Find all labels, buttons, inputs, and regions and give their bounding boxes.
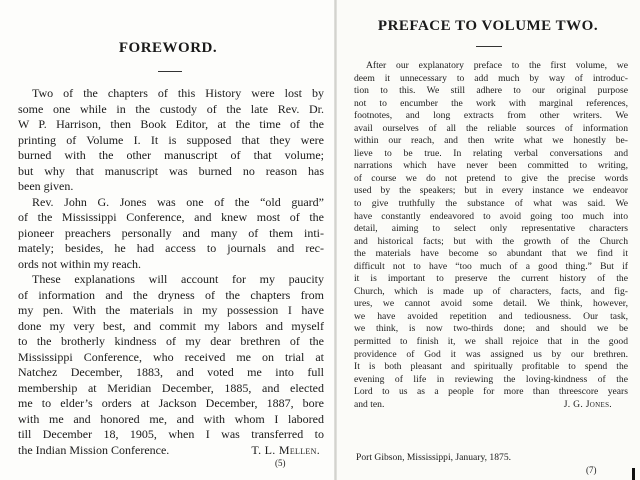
foreword-line: with me and honored me, and with whom I labored: [18, 411, 324, 426]
preface-line: we have avoided repetition and tediousness. Our task,: [354, 310, 628, 322]
foreword-line: me to elder’s orders at Jackson December, 1887, bore: [18, 396, 324, 410]
foreword-line: Mississippi Conference, who received me on trial at: [18, 349, 324, 364]
preface-line: providence of God it was assigned us by our brethren.: [354, 348, 628, 360]
foreword-line: done my very best, and commit my labors and myself: [18, 318, 324, 333]
preface-final-line: and ten.: [354, 398, 385, 410]
preface-line: It is both pleasant and spiritually profitable to spend the: [354, 361, 628, 373]
preface-signature: J. G. Jones.: [563, 398, 612, 410]
foreword-line: Two of the chapters of this History were lost by: [32, 86, 324, 100]
preface-line: evening of life in reviewing the loving-kindness of the: [354, 373, 628, 385]
foreword-line: some one while in the custody of the late Rev. Dr.: [18, 101, 324, 116]
preface-line: avail ourselves of all the reliable sources of information: [354, 122, 628, 134]
preface-body: [354, 60, 628, 411]
foreword-line: till December 18, 1905, when I was transferred to: [18, 427, 324, 441]
preface-line: Lord to us as a people for more than threescore years: [354, 386, 628, 398]
foreword-line: but why that manuscript was burned no reason has: [18, 163, 324, 178]
foreword-signature: T. L. Mellen.: [251, 442, 320, 457]
preface-closing-row: [354, 399, 628, 412]
preface-line: narrations which have never been committed to writing,: [354, 160, 628, 172]
foreword-line: printing of Volume I. It is supposed that they were: [18, 132, 324, 147]
foreword-heading: FOREWORD.: [118, 40, 218, 56]
preface-line: used by the speakers; but in every instance we endeavor: [354, 185, 628, 197]
foreword-line: membership at Meridian December, 1885, and elected: [18, 380, 324, 395]
preface-line: have constantly endeavored to avoid going too much into: [354, 210, 628, 222]
foreword-line: of information and the dryness of the chapters from: [18, 287, 324, 302]
preface-line: within our reach, and then write what we honestly be-: [354, 135, 628, 147]
foreword-line: Rev. John G. Jones was one of the “old guard”: [32, 194, 324, 209]
foreword-final-line: the Indian Mission Conference.: [18, 442, 170, 457]
foreword-line: been given.: [18, 179, 74, 193]
preface-line: the materials have become so abundant that we find it: [354, 248, 628, 260]
foreword-line: ords not within my reach.: [18, 256, 141, 271]
preface-line: ures, we cannot avoid some detail. We think, however,: [354, 298, 628, 310]
foreword-line: my pen. With the materials in my possession I have: [18, 303, 324, 317]
preface-line: footnotes, and long extracts from other writers. We: [354, 110, 628, 122]
preface-heading-rule: [476, 46, 502, 47]
preface-line: it is important to preserve the current history of the: [354, 273, 628, 285]
preface-line: permitted to finish it, we shall rejoice that in the good: [354, 336, 628, 348]
preface-line: tion to this. We still adhere to our original purpose: [354, 85, 628, 97]
preface-line: detail, aiming to select only representative characters: [354, 223, 628, 235]
preface-line: we think, is now two-thirds done; and should we be: [354, 323, 628, 335]
book-gutter: [334, 0, 337, 480]
foreword-line: W P. Harrison, then Book Editor, at the time of the: [18, 117, 324, 131]
foreword-line: burned with the other manuscript of that volume;: [18, 148, 324, 162]
preface-line: of course we do not pretend to give the precise words: [354, 172, 628, 184]
preface-dateline: Port Gibson, Mississippi, January, 1875.: [356, 452, 512, 463]
preface-line: lieve to be true. In relating verbal conversations and: [354, 147, 628, 159]
preface-line: not to encumber the work with marginal references,: [354, 97, 628, 109]
preface-line: Church, which is made up of characters, facts, and fig-: [354, 285, 628, 297]
preface-line: After our explanatory preface to the first volume, we: [366, 60, 628, 71]
foreword-heading-rule: [158, 71, 182, 72]
foreword-line: to the brotherly kindness of my dear brethren of the: [18, 334, 324, 348]
foreword-body: [18, 86, 324, 458]
preface-line: deem it unnecessary to add much by way of introduc-: [354, 72, 628, 84]
foreword-line: mately; besides, he had access to journals and rec-: [18, 241, 324, 255]
foreword-line: pioneer preachers personally and many of them inti-: [18, 225, 324, 240]
preface-line: to give truthfully the substance of what was said. We: [354, 198, 628, 210]
preface-heading: PREFACE TO VOLUME TWO.: [377, 18, 599, 34]
page-number-left: (5): [275, 458, 286, 468]
preface-line: difficult not to have “too much of a good thing.” But if: [354, 260, 628, 272]
foreword-closing-row: [18, 443, 324, 459]
foreword-line: These explanations will account for my paucity: [32, 272, 324, 286]
scan-edge-mark: [632, 468, 635, 480]
foreword-line: Natchez December, 1883, and voted me into full: [18, 365, 324, 379]
preface-line: and historical facts; but with the growth of the Church: [354, 235, 628, 247]
page-number-right: (7): [586, 465, 597, 475]
foreword-line: of the Mississippi Conference, and knew most of the: [18, 210, 324, 224]
